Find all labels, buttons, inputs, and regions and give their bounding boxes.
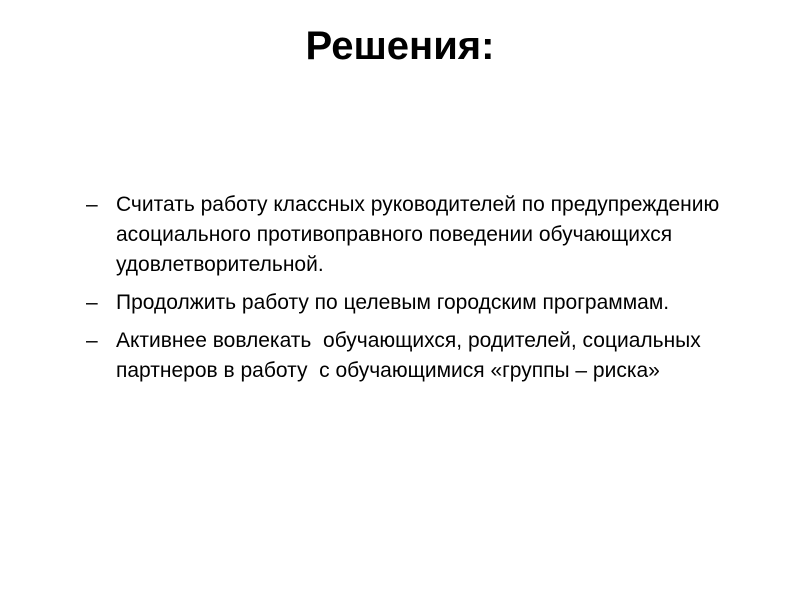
bullet-text: Продолжить работу по целевым городским программам. — [116, 291, 670, 314]
bullet-text: Активнее вовлекать обучающихся, родителей, социальных партнеров в работу с обучающимися «группы – риска» — [116, 329, 707, 382]
dash-icon: – — [86, 193, 98, 216]
dash-icon: – — [86, 329, 98, 352]
list-item — [86, 326, 766, 386]
list-item — [86, 288, 766, 318]
bullet-list — [86, 190, 766, 394]
bullet-text: Считать работу классных руководителей по предупреждению асоциального противоправного поведении обучающихся удовлетворительной. — [116, 193, 726, 276]
dash-icon: – — [86, 291, 98, 314]
slide-title: Решения: — [305, 24, 495, 68]
list-item — [86, 190, 766, 280]
